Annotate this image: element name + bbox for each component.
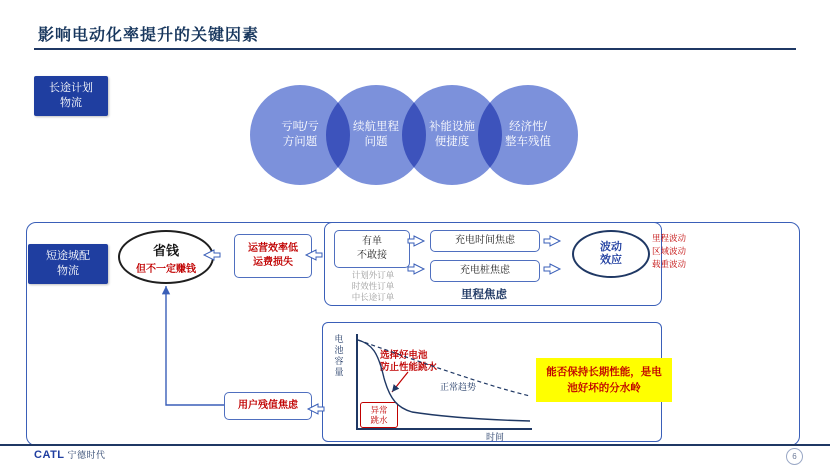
core-concept-line1: 省钱 [152,242,179,258]
order-line2: 不敢接 [357,250,387,261]
chart-x-axis [356,428,532,430]
core-concept-line2: 但不一定赚钱 [136,263,196,275]
page-title: 影响电动化率提升的关键因素 [38,27,260,44]
abnormal-line2: 跳水 [370,415,388,425]
chart-annotation-abnormal-drop [360,402,398,428]
abnormal-line1: 异常 [370,405,388,415]
fluctuation-item-1: 里程波动 [652,233,687,243]
section-tag-short-haul [28,244,108,284]
fluctuation-item-3: 载重波动 [652,259,687,269]
brand-logo [34,448,106,461]
venn-diagram [250,85,610,185]
chart-y-axis-label [332,334,346,378]
choose-battery-line1: 选择好电池 [380,350,428,361]
venn-circle-3-line2: 便捷度 [434,136,470,148]
order-refusal-box [334,230,410,268]
venn-circle-2-line2: 问题 [364,136,388,148]
brand-name-cn: 宁德时代 [67,450,106,460]
section-tag-long-haul [34,76,108,116]
order-type-2: 时效性订单 [351,281,395,291]
fluctuation-effect-ellipse [572,230,650,278]
brand-name: CATL [34,449,65,461]
charging-time-anxiety-box: 充电时间焦虑 [430,230,540,252]
page-number: 6 [786,448,803,465]
residual-value-anxiety-box: 用户残值焦虑 [224,392,312,420]
chart-x-axis-label: 时间 [486,432,505,442]
fluctuation-item-2: 区域波动 [652,246,687,256]
order-line1: 有单 [362,236,382,247]
venn-circle-3-line1: 补能设施 [429,121,475,133]
callout-line2: 池好坏的分水岭 [567,382,641,394]
fluctuation-line1: 波动 [600,241,622,253]
tag-short-line1: 短途城配 [46,250,90,262]
title-divider [34,48,796,50]
y-label-char-2: 池 [334,345,344,355]
key-callout [536,358,672,402]
venn-circle-4-line1: 经济性/ [509,121,547,133]
efficiency-line2: 运费损失 [253,257,293,268]
efficiency-line1: 运营效率低 [248,243,298,254]
chart-y-axis [356,334,358,430]
footer-divider [0,444,830,446]
fluctuation-line2: 效应 [600,254,622,266]
tag-long-line1: 长途计划 [49,82,93,94]
venn-circle-4 [478,85,578,185]
operating-efficiency-box [234,234,312,278]
order-type-1: 计划外订单 [351,270,395,280]
y-label-char-3: 容 [334,356,344,366]
y-label-char-4: 量 [334,367,344,377]
choose-battery-line2: 防止性能跳水 [380,362,438,373]
core-concept-ellipse [118,230,214,284]
charging-pile-anxiety-box: 充电桩焦虑 [430,260,540,282]
venn-circle-1-line2: 方问题 [282,136,318,148]
tag-long-line2: 物流 [60,97,82,109]
callout-line1: 能否保持长期性能，是电 [546,366,662,378]
order-types-list [330,270,416,303]
mileage-anxiety-label: 里程焦虑 [461,289,507,301]
chart-annotation-normal-trend: 正常趋势 [440,382,477,392]
order-type-3: 中长途订单 [351,292,395,302]
tag-short-line2: 物流 [57,265,79,277]
venn-circle-1-line1: 亏吨/亏 [281,121,319,133]
venn-circle-4-line2: 整车残值 [505,136,551,148]
fluctuation-items [652,232,686,271]
chart-annotation-choose-battery [380,350,437,374]
y-label-char-1: 电 [334,334,344,344]
venn-circle-2-line1: 续航里程 [353,121,399,133]
